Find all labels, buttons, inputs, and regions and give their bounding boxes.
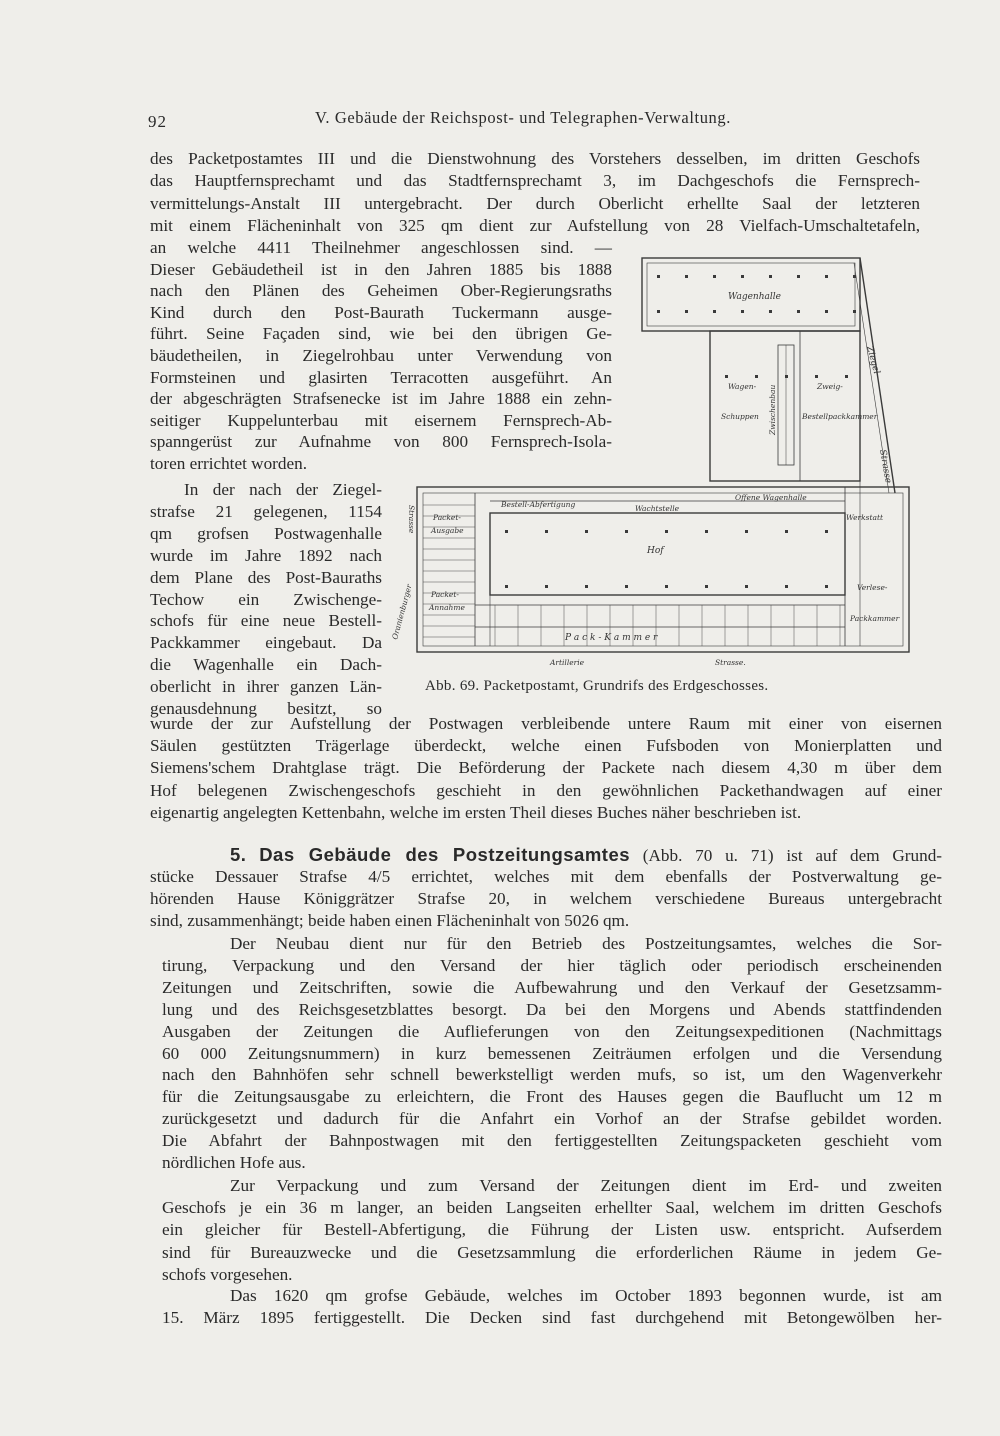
plan-column-dot — [713, 310, 716, 313]
plan-column-dot — [685, 310, 688, 313]
text-line: 60 000 Zeitungsnummern) in kurz bemessenen Zeiträumen erfolgen und die Versendung — [162, 1043, 942, 1063]
plan-column-dot — [665, 530, 668, 533]
text-line: seitiger Kuppelunterbau mit eisernem Fernsprech-Ab- — [150, 410, 612, 430]
label-packet-ausgabe-1: Packet- — [433, 513, 461, 522]
plan-column-dot — [745, 530, 748, 533]
plan-column-dot — [853, 275, 856, 278]
text-line: Dieser Gebäudetheil ist in den Jahren 1885 bis 1888 — [150, 259, 612, 279]
label-packkammer-spaced: P a c k - K a m m e r — [565, 633, 658, 643]
text-line: vermittelungs-Anstalt III untergebracht. Der durch Oberlicht erhellte Saal der letzteren — [150, 193, 920, 213]
label-packet-annahme-1: Packet- — [431, 590, 459, 599]
plan-column-dot — [685, 275, 688, 278]
text-line: Das 1620 qm grofse Gebäude, welches im October 1893 begonnen wurde, ist am — [230, 1286, 942, 1305]
text-line: für die Zeitungsausgabe zu erleichtern, die Front des Hauses gegen die Bauflucht um 12 m — [162, 1087, 942, 1107]
section-heading-line — [230, 844, 942, 867]
text-line: zurückgesetzt und dadurch für die Anfahrt ein Vorhof an der Strafse gebildet worden. — [162, 1109, 942, 1129]
text-line: dem Plane des Post-Bauraths — [150, 567, 382, 587]
label-packet-annahme-2: Annahme — [429, 603, 465, 612]
label-bestell-abfertigung: Bestell-Abfertigung — [501, 500, 576, 509]
section-title: Das Gebäude des Postzeitungsamtes — [259, 844, 631, 865]
text-line: ein gleicher für Bestell-Abfertigung, die Führung der Listen usw. entspricht. Aufserdem — [162, 1220, 942, 1240]
plan-column-dot — [825, 530, 828, 533]
plan-column-dot — [741, 275, 744, 278]
hof-outline — [490, 513, 845, 595]
label-packet-ausgabe-2: Ausgabe — [431, 526, 464, 535]
label-zwischenbau: Zwischenbau — [768, 384, 777, 435]
plan-column-dot — [825, 310, 828, 313]
text-line: lung und des Reichsgesetzblattes besorgt. Da bei den Morgens und Abends stattfindenden — [162, 999, 942, 1019]
label-oranienburger: Oranienburger — [390, 583, 414, 641]
text-line: hörenden Hause Königgrätzer Strafse 20, in welchem verschiedene Bureaus untergebracht — [150, 889, 942, 909]
plan-column-dot — [505, 585, 508, 588]
text-line: sind, zusammenhängt; beide haben einen Flächeninhalt von 5026 qm. — [150, 911, 630, 931]
text-line: sind für Bureauzwecke und die Gesetzsammlung die erforderlichen Räume in jedem Ge- — [162, 1242, 942, 1262]
label-strasse-left: Strasse — [407, 505, 416, 534]
plan-column-dot — [825, 275, 828, 278]
plan-column-dot — [825, 585, 828, 588]
plan-column-dot — [705, 530, 708, 533]
text-line: Kind durch den Post-Baurath Tuckermann ausge- — [150, 302, 612, 322]
text-line: das Hauptfernsprechamt und das Stadtfernsprechamt 3, im Dachgeschofs die Fernsprech- — [150, 171, 920, 191]
text-line: Die Abfahrt der Bahnpostwagen mit den fertiggestellten Zeitungspacketen geschieht vom — [162, 1131, 942, 1151]
plan-column-dot — [545, 585, 548, 588]
plan-column-dot — [505, 530, 508, 533]
text-line: nach den Plänen des Geheimen Ober-Regierungsraths — [150, 281, 612, 301]
plan-column-dot — [785, 375, 788, 378]
plan-column-dot — [705, 585, 708, 588]
text-line: schofs für eine neue Bestell- — [150, 611, 382, 631]
plan-column-dot — [585, 530, 588, 533]
text-line: der abgeschrägten Strafsenecke ist im Jahre 1888 ein zehn- — [150, 389, 612, 409]
text-line: wurde im Jahre 1892 nach — [150, 545, 382, 565]
text-line: Techow ein Zwischenge- — [150, 589, 382, 609]
label-packkammer: Packkammer — [850, 614, 900, 623]
label-ziegel: Ziegel — [864, 345, 882, 376]
text-line: bäudetheilen, in Ziegelrohbau unter Verwendung von — [150, 346, 612, 365]
page-number: 92 — [148, 112, 167, 131]
text-line: toren errichtet worden. — [150, 454, 308, 473]
floor-plan-figure — [390, 255, 915, 675]
text-line: In der nach der Ziegel- — [184, 480, 382, 499]
text-line: Geschofs je ein 36 m langer, an beiden Langseiten erhellter Saal, welchem im dritten Geschofs — [162, 1198, 942, 1218]
text-line: schofs vorgesehen. — [162, 1264, 293, 1284]
plan-column-dot — [785, 530, 788, 533]
plan-column-dot — [745, 585, 748, 588]
plan-column-dot — [713, 275, 716, 278]
text-line: Ausgaben der Zeitungen die Auflieferungen von den Zeitungsexpeditionen (Nachmittags — [162, 1021, 942, 1041]
section-number: 5. — [230, 844, 247, 865]
label-strasse-bottom: Strasse. — [715, 658, 746, 667]
label-offene-wagenhalle: Offene Wagenhalle — [735, 493, 807, 502]
text-line: qm grofsen Postwagenhalle — [150, 523, 382, 543]
label-hof: Hof — [647, 546, 664, 556]
label-wagenschuppen-2: Schuppen — [721, 412, 759, 421]
text-line: nach den Bahnhöfen sehr schnell bewerkstelligt werden mufs, so ist, um den Wagenverkehr — [162, 1065, 942, 1085]
label-wagenhalle: Wagenhalle — [728, 292, 781, 302]
text-line: spanngerüst zur Aufnahme von 800 Fernsprech-Isola- — [150, 432, 612, 452]
text-line: des Packetpostamtes III und die Dienstwohnung des Vorstehers desselben, im dritten Geschofs — [150, 149, 920, 168]
label-zweig: Zweig- — [817, 382, 843, 391]
text-line: nördlichen Hofe aus. — [162, 1153, 306, 1172]
label-werkstatt: Werkstatt — [846, 513, 884, 522]
plan-column-dot — [769, 275, 772, 278]
text-line: Siemens'schem Drahtglase trägt. Die Beförderung der Packete nach diesem 4,30 m über dem — [150, 758, 942, 778]
text-line: Formsteinen und glasirten Terracotten ausgeführt. An — [150, 367, 612, 387]
plan-column-dot — [665, 585, 668, 588]
label-artillerie: Artillerie — [550, 658, 585, 667]
text-line: wurde der zur Aufstellung der Postwagen verbleibende untere Raum mit einer von eisernen — [150, 714, 942, 733]
plan-column-dot — [853, 310, 856, 313]
text-line: Zeitungen und Zeitschriften, sowie die Aufbewahrung und den Verkauf der Gesetzsamm- — [162, 977, 942, 997]
plan-column-dot — [797, 310, 800, 313]
plan-column-dot — [657, 310, 660, 313]
text-line: stücke Dessauer Strafse 4/5 errichtet, welches mit dem ebenfalls der Postverwaltung ge- — [150, 867, 942, 886]
zwischenbau-outline — [710, 331, 860, 481]
text-line: genausdehnung besitzt, so — [150, 699, 382, 718]
plan-column-dot — [815, 375, 818, 378]
plan-column-dot — [845, 375, 848, 378]
plan-column-dot — [585, 585, 588, 588]
plan-column-dot — [625, 530, 628, 533]
plan-column-dot — [625, 585, 628, 588]
label-strasse-right: Strasse — [877, 448, 893, 485]
text-line: Säulen gestützten Trägerlage überdeckt, welche einen Fufsboden von Monierplatten und — [150, 736, 942, 756]
text-line: Der Neubau dient nur für den Betrieb des Postzeitungsamtes, welches die Sor- — [230, 934, 942, 953]
text-line: Zur Verpackung und zum Versand der Zeitungen dient im Erd- und zweiten — [230, 1176, 942, 1195]
text-line: an welche 4411 Theilnehmer angeschlossen sind. — — [150, 238, 612, 257]
text-line: 15. März 1895 fertiggestellt. Die Decken sind fast durchgehend mit Betongewölben her- — [162, 1308, 942, 1328]
plan-column-dot — [657, 275, 660, 278]
label-wagenschuppen-1: Wagen- — [728, 382, 757, 391]
label-verlese: Verlese- — [857, 583, 888, 592]
plan-column-dot — [545, 530, 548, 533]
plan-column-dot — [785, 585, 788, 588]
plan-column-dot — [797, 275, 800, 278]
section-first-line-rest: (Abb. 70 u. 71) ist auf dem Grund- — [642, 846, 943, 865]
running-title: V. Gebäude der Reichspost- und Telegraphen-Verwaltung. — [315, 108, 731, 127]
text-line: oberlicht in ihrer ganzen Län- — [150, 677, 382, 697]
text-line: eigenartig angelegten Kettenbahn, welche im ersten Theil dieses Buches näher beschrieben ist. — [150, 802, 802, 822]
text-line: mit einem Flächeninhalt von 325 qm dient zur Aufstellung von 28 Vielfach-Umschaltetafeln, — [150, 215, 920, 235]
figure-caption: Abb. 69. Packetpostamt, Grundrifs des Erdgeschosses. — [425, 678, 769, 694]
text-line: Packkammer eingebaut. Da — [150, 633, 382, 653]
label-wachtstelle: Wachtstelle — [635, 504, 680, 513]
text-line: die Wagenhalle ein Dach- — [150, 655, 382, 675]
text-line: strafse 21 gelegenen, 1154 — [150, 501, 382, 521]
plan-column-dot — [755, 375, 758, 378]
plan-column-dot — [741, 310, 744, 313]
label-bestellpackkammer: Bestellpackkammer — [802, 412, 878, 421]
plan-column-dot — [769, 310, 772, 313]
plan-column-dot — [725, 375, 728, 378]
text-line: Hof belegenen Zwischengeschofs geschieht in den gewöhnlichen Packethandwagen auf einer — [150, 780, 942, 800]
text-line: führt. Seine Façaden sind, wie bei den übrigen Ge- — [150, 324, 612, 344]
text-line: tirung, Verpackung und den Versand der hier täglich oder periodisch erscheinenden — [162, 955, 942, 975]
